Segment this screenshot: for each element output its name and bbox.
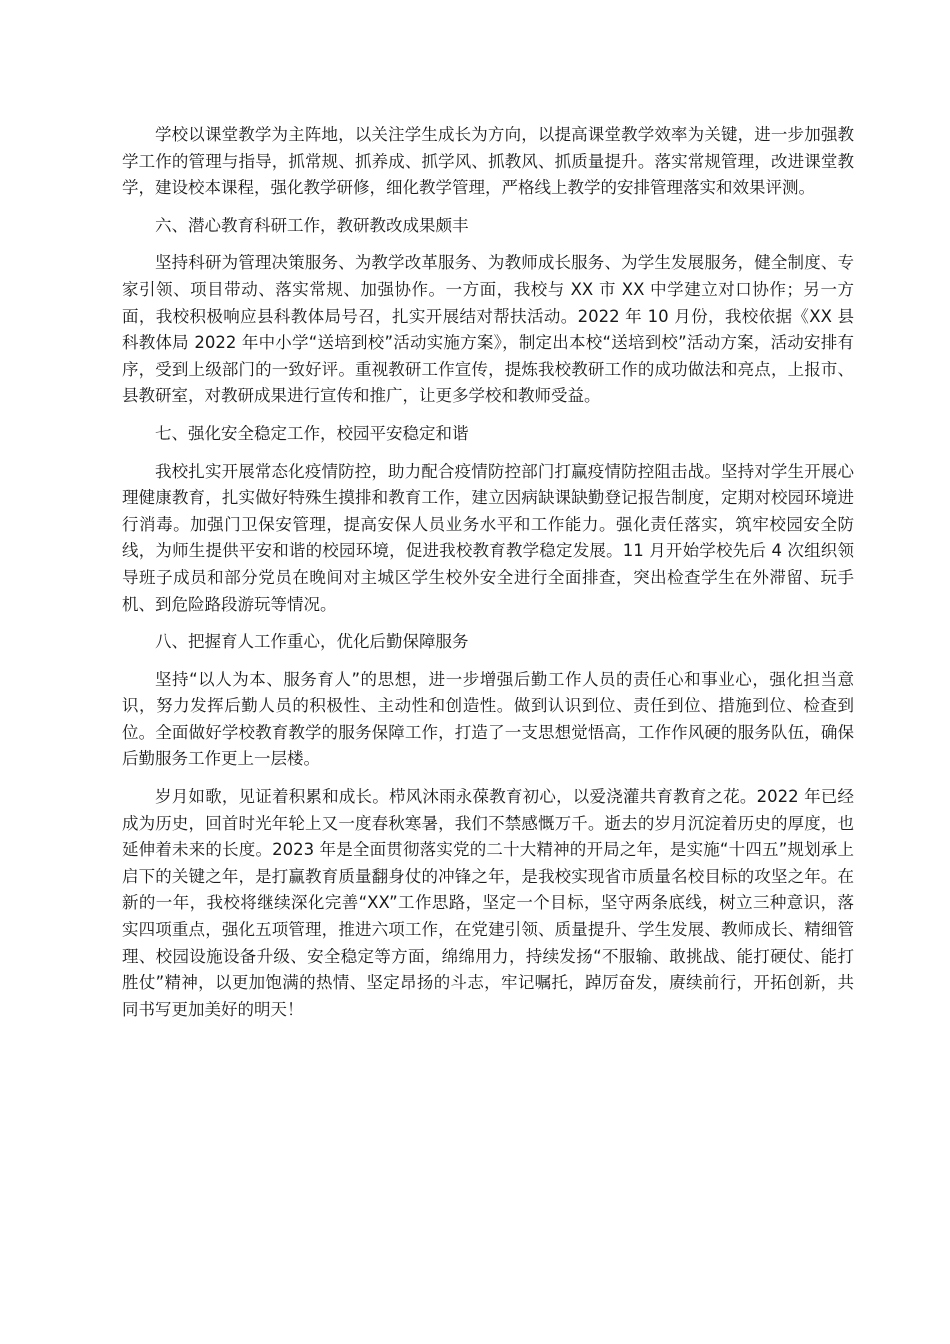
paragraph-research: 坚持科研为管理决策服务、为教学改革服务、为教师成长服务、为学生发展服务，健全制度、专家引领、项目带动、落实常规、加强协作。一方面，我校与 XX 市 XX 中学建立对口协作；另一方面，我校积极响应县科教体局号召，扎实开展结对帮扶活动。2022 年 10 月份，我校依据《XX 县科教体局 2022 年中小学“送培到校”活动实施方案》，制定出本校“送培到校”活动方案，活动安排有序，受到上级部门的一致好评。重视教研工作宣传，提炼我校教研工作的成功做法和亮点，上报市、县教研室，对教研成果进行宣传和推广，让更多学校和教师受益。 [122,253,854,406]
paragraph-conclusion: 岁月如歌，见证着积累和成长。栉风沐雨永葆教育初心，以爱浇灌共育教育之花。2022 年已经成为历史，回首时光年轮上又一度春秋寒暑，我们不禁感慨万千。逝去的岁月沉淀着历史的厚度，也延伸着未来的长度。2023 年是全面贯彻落实党的二十大精神的开局之年，是实施“十四五”规划承上启下的关键之年，是打赢教育质量翻身仗的冲锋之年，是我校实现省市质量名校目标的攻坚之年。在新的一年，我校将继续深化完善“XX”工作思路，坚定一个目标，坚守两条底线，树立三种意识，落实四项重点，强化五项管理，推进六项工作，在党建引领、质量提升、学生发展、教师成长、精细管理、校园设施设备升级、安全稳定等方面，绵绵用力，持续发扬“不服输、敢挑战、能打硬仗、能打胜仗”精神，以更加饱满的热情、坚定昂扬的斗志，牢记嘱托，踔厉奋发，赓续前行，开拓创新，共同书写更加美好的明天！ [122,787,854,1019]
section-heading-research: 六、潜心教育科研工作，教研教改成果颇丰 [155,215,469,235]
document-body [122,122,854,1034]
paragraph-safety: 我校扎实开展常态化疫情防控，助力配合疫情防控部门打赢疫情防控阻击战。坚持对学生开展心理健康教育，扎实做好特殊生摸排和教育工作，建立因病缺课缺勤登记报告制度，定期对校园环境进行消毒。加强门卫保安管理，提高安保人员业务水平和工作能力。强化责任落实，筑牢校园安全防线，为师生提供平安和谐的校园环境，促进我校教育教学稳定发展。11 月开始学校先后 4 次组织领导班子成员和部分党员在晚间对主城区学生校外安全进行全面排查，突出检查学生在外滞留、玩手机、到危险路段游玩等情况。 [122,461,854,614]
section-heading-safety: 七、强化安全稳定工作，校园平安稳定和谐 [155,423,469,443]
paragraph-teaching-management: 学校以课堂教学为主阵地，以关注学生成长为方向，以提高课堂教学效率为关键，进一步加强教学工作的管理与指导，抓常规、抓养成、抓学风、抓教风、抓质量提升。落实常规管理，改进课堂教学，建设校本课程，强化教学研修，细化教学管理，严格线上教学的安排管理落实和效果评测。 [122,125,854,198]
section-heading-logistics: 八、把握育人工作重心，优化后勤保障服务 [155,632,469,652]
paragraph-logistics: 坚持“以人为本、服务育人”的思想，进一步增强后勤工作人员的责任心和事业心，强化担当意识，努力发挥后勤人员的积极性、主动性和创造性。做到认识到位、责任到位、措施到位、检查到位。全面做好学校教育教学的服务保障工作，打造了一支思想觉悟高，工作作风硬的服务队伍，确保后勤服务工作更上一层楼。 [122,669,854,769]
